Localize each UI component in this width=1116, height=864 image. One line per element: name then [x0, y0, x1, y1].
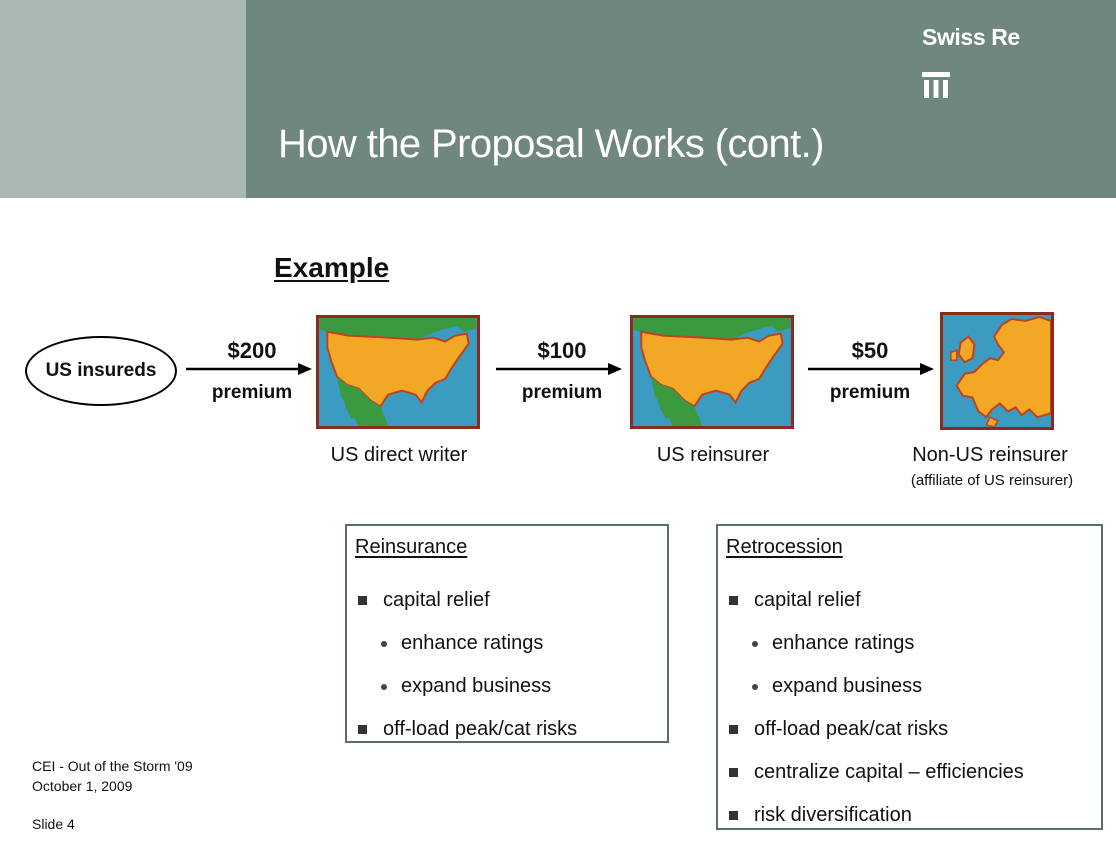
swiss-re-logo-icon — [922, 72, 950, 98]
list-item-text: enhance ratings — [401, 632, 544, 654]
dot-bullet-icon — [381, 684, 387, 690]
list-item-text: expand business — [772, 675, 923, 697]
example-heading: Example — [274, 252, 390, 283]
us-insureds-node — [25, 336, 177, 406]
list-item — [355, 622, 667, 665]
list-item-text: off-load peak/cat risks — [383, 718, 578, 740]
footer-slide-number: Slide 4 — [32, 816, 75, 832]
list-item-text: expand business — [401, 675, 552, 697]
non-us-reinsurer-sublabel: (affiliate of US reinsurer) — [910, 472, 1074, 489]
premium-amount-1: $200 — [227, 338, 277, 363]
flow-arrow-1 — [184, 362, 314, 376]
us-direct-writer-map — [316, 315, 480, 429]
company-logo-text: Swiss Re — [922, 24, 1020, 50]
square-bullet-icon — [729, 811, 738, 820]
premium-label-1: premium — [211, 382, 293, 403]
flow-arrow-3 — [806, 362, 936, 376]
slide-title: How the Proposal Works (cont.) — [278, 122, 824, 166]
us-direct-writer-label: US direct writer — [330, 444, 468, 466]
us-reinsurer-map — [630, 315, 794, 429]
reinsurance-title: Reinsurance — [355, 536, 468, 558]
list-item — [726, 622, 1101, 665]
dot-bullet-icon — [752, 641, 758, 647]
list-item — [726, 579, 1101, 622]
square-bullet-icon — [729, 768, 738, 777]
premium-amount-2: $100 — [537, 338, 587, 363]
reinsurance-box — [345, 524, 669, 743]
premium-label-2: premium — [521, 382, 603, 403]
square-bullet-icon — [358, 596, 367, 605]
dot-bullet-icon — [381, 641, 387, 647]
list-item-text: capital relief — [754, 589, 861, 611]
header-side-panel — [0, 0, 246, 198]
list-item — [726, 751, 1101, 794]
list-item-text: off-load peak/cat risks — [754, 718, 949, 740]
square-bullet-icon — [729, 596, 738, 605]
square-bullet-icon — [729, 725, 738, 734]
flow-arrow-2 — [494, 362, 624, 376]
dot-bullet-icon — [752, 684, 758, 690]
list-item — [355, 579, 667, 622]
us-map-icon — [319, 318, 477, 426]
us-reinsurer-label: US reinsurer — [656, 444, 770, 466]
europe-map-icon — [943, 315, 1051, 427]
list-item-text: enhance ratings — [772, 632, 915, 654]
list-item — [355, 708, 667, 751]
list-item-text: centralize capital – efficiencies — [754, 761, 1024, 783]
non-us-reinsurer-label: Non-US reinsurer — [912, 444, 1068, 466]
premium-amount-3: $50 — [851, 338, 889, 363]
footer-event: CEI - Out of the Storm '09 — [32, 758, 193, 774]
square-bullet-icon — [358, 725, 367, 734]
retrocession-box — [716, 524, 1103, 830]
non-us-reinsurer-map — [940, 312, 1054, 430]
premium-label-3: premium — [829, 382, 911, 403]
list-item — [355, 665, 667, 708]
us-insureds-label: US insureds — [45, 360, 157, 381]
list-item — [726, 665, 1101, 708]
footer-date: October 1, 2009 — [32, 778, 133, 794]
list-item — [726, 794, 1101, 837]
us-map-icon — [633, 318, 791, 426]
list-item-text: capital relief — [383, 589, 490, 611]
list-item-text: risk diversification — [754, 804, 912, 826]
retrocession-title: Retrocession — [726, 536, 843, 558]
list-item — [726, 708, 1101, 751]
